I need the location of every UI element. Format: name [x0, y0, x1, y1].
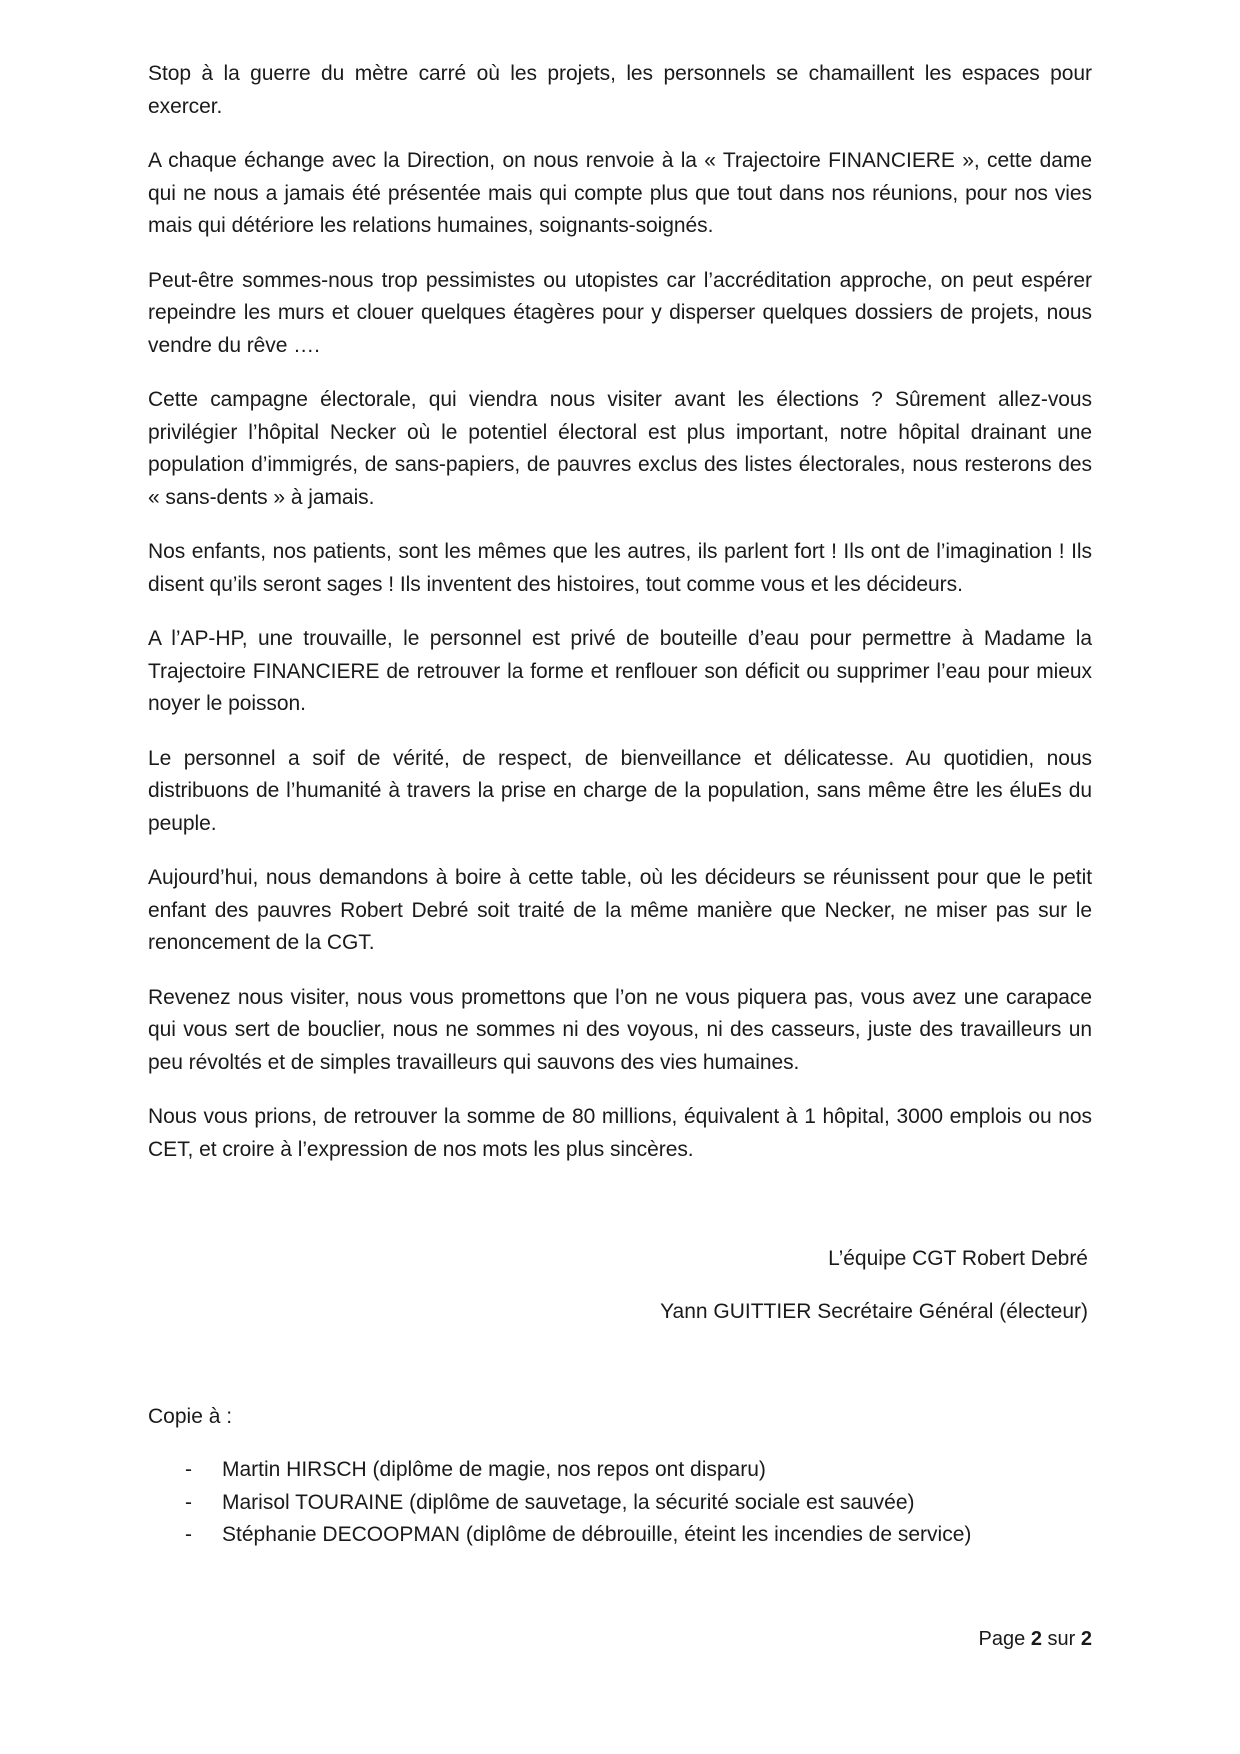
- paragraph-5: Nos enfants, nos patients, sont les mêmes que les autres, ils parlent fort ! Ils ont de l’imagination ! Ils disent qu’ils seront sages ! Ils inventent des histoires, tout comme vous et les décideurs.: [148, 540, 1092, 596]
- paragraph-8: Aujourd’hui, nous demandons à boire à cette table, où les décideurs se réunissent pour que le petit enfant des pauvres Robert Debré soit traité de la même manière que Necker, ne miser pas sur le renoncement de la CGT.: [148, 866, 1092, 954]
- copy-label: Copie à :: [148, 1405, 233, 1428]
- paragraph-9: Revenez nous visiter, nous vous promettons que l’on ne vous piquera pas, vous avez une carapace qui vous sert de bouclier, nous ne sommes ni des voyous, ni des casseurs, juste des travailleurs un peu révoltés et de simples travailleurs qui sauvons des vies humaines.: [148, 985, 1092, 1074]
- paragraph-10: Nous vous prions, de retrouver la somme de 80 millions, équivalent à 1 hôpital, 3000 emplois ou nos CET, et croire à l’expression de nos mots les plus sincères.: [148, 1105, 1092, 1161]
- page-number: [979, 1625, 1092, 1653]
- copy-recipient-list: [148, 1454, 971, 1552]
- bullet-dash: -: [185, 1523, 192, 1546]
- letter-body: [148, 58, 1092, 1188]
- recipient-text: Stéphanie DECOOPMAN (diplôme de débrouille, éteint les incendies de service): [222, 1523, 972, 1546]
- paragraph-4: Cette campagne électorale, qui viendra nous visiter avant les élections ? Sûrement allez-vous privilégier l’hôpital Necker où le potentiel électoral est plus important, notre hôpital drainant une population d’immigrés, de sans-papiers, de pauvres exclus des listes électorales, nous resterons des « sans-dents » à jamais.: [148, 388, 1092, 509]
- recipient-text: Marisol TOURAINE (diplôme de sauvetage, la sécurité sociale est sauvée): [222, 1490, 915, 1514]
- copy-recipient: [148, 1454, 971, 1487]
- paragraph-2: A chaque échange avec la Direction, on nous renvoie à la « Trajectoire FINANCIERE », cette dame qui ne nous a jamais été présentée mais qui compte plus que tout dans nos réunions, pour nos vies mais qui détériore les relations humaines, soignants-soignés.: [148, 149, 1092, 237]
- bullet-dash: -: [185, 1458, 192, 1481]
- paragraph-6: A l’AP-HP, une trouvaille, le personnel est privé de bouteille d’eau pour permettre à Madame la Trajectoire FINANCIERE de retrouver la forme et renflouer son déficit ou supprimer l’eau pour mieux noyer le poisson.: [148, 627, 1092, 715]
- copy-recipient: [148, 1487, 971, 1520]
- signature-name: Yann GUITTIER Secrétaire Général (électeur): [660, 1300, 1088, 1323]
- paragraph-7: Le personnel a soif de vérité, de respect, de bienveillance et délicatesse. Au quotidien, nous distribuons de l’humanité à travers la prise en charge de la population, sans même être les éluEs du peuple.: [148, 746, 1092, 835]
- of-word: sur: [1047, 1628, 1076, 1650]
- signature-team: L’équipe CGT Robert Debré: [828, 1247, 1088, 1270]
- total-pages: 2: [1080, 1628, 1092, 1650]
- page-word: Page: [978, 1628, 1026, 1650]
- bullet-dash: -: [185, 1490, 192, 1514]
- signature-block: [660, 1243, 1088, 1349]
- recipient-text: Martin HIRSCH (diplôme de magie, nos repos ont disparu): [222, 1458, 766, 1481]
- paragraph-3: Peut-être sommes-nous trop pessimistes ou utopistes car l’accréditation approche, on peut espérer repeindre les murs et clouer quelques étagères pour y disperser quelques dossiers de projets, nous vendre du rêve ….: [148, 268, 1092, 357]
- current-page: 2: [1030, 1628, 1042, 1650]
- paragraph-1: Stop à la guerre du mètre carré où les projets, les personnels se chamaillent les espaces pour exercer.: [148, 62, 1092, 118]
- copy-recipient: [148, 1519, 971, 1552]
